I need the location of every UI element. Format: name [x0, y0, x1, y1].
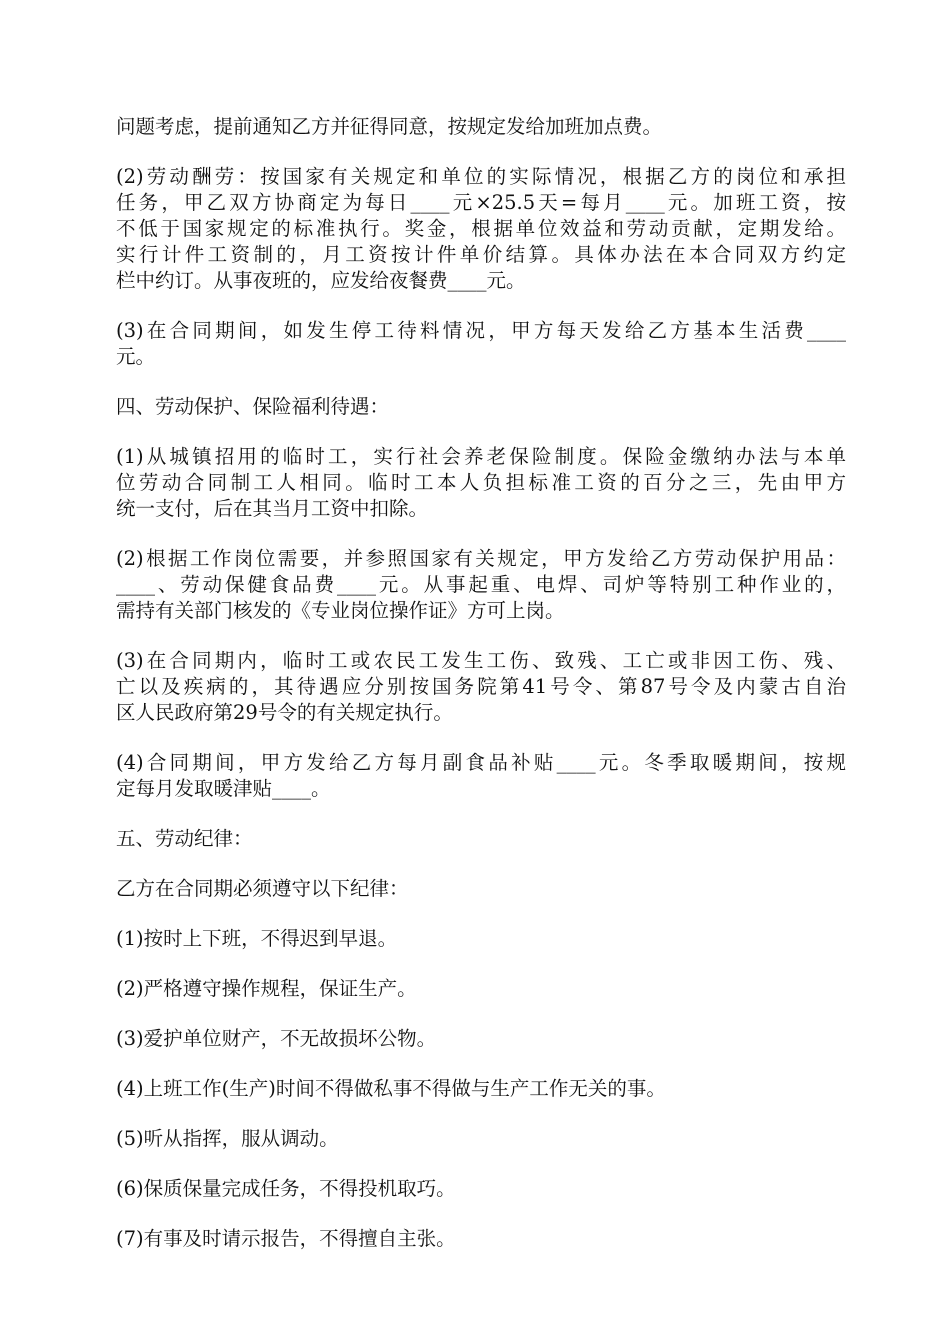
- paragraph-injury-treatment: [116, 648, 846, 726]
- discipline-item-4: [116, 1076, 846, 1102]
- document-body: [116, 114, 846, 1276]
- text-line: (3)在合同期间，如发生停工待料情况，甲方每天发给乙方基本生活费____: [116, 319, 846, 342]
- text-line: (3)爱护单位财产，不无故损坏公物。: [116, 1027, 437, 1050]
- text-line: (3)在合同期内，临时工或农民工发生工伤、致残、工亡或非因工伤、残、: [116, 649, 846, 672]
- text-line: (7)有事及时请示报告，不得擅自主张。: [116, 1227, 456, 1250]
- discipline-item-7: [116, 1226, 846, 1252]
- paragraph-labor-remuneration: [116, 164, 846, 294]
- paragraph-protective-equipment: [116, 546, 846, 624]
- text-line: (2)劳动酬劳：按国家有关规定和单位的实际情况，根据乙方的岗位和承担: [116, 165, 846, 188]
- text-line: (6)保质保量完成任务，不得投机取巧。: [116, 1177, 456, 1200]
- discipline-item-6: [116, 1176, 846, 1202]
- text-line: (5)听从指挥，服从调动。: [116, 1127, 339, 1150]
- text-line: 任务，甲乙双方协商定为每日____元×25.5天=每月____元。加班工资，按: [116, 191, 846, 214]
- discipline-item-1: [116, 926, 846, 952]
- text-line: 实行计件工资制的，月工资按计件单价结算。具体办法在本合同双方约定: [116, 243, 846, 266]
- text-line: 统一支付，后在其当月工资中扣除。: [116, 497, 429, 520]
- text-line: (1)从城镇招用的临时工，实行社会养老保险制度。保险金缴纳办法与本单: [116, 445, 846, 468]
- text-line: ____、劳动保健食品费____元。从事起重、电焊、司炉等特别工种作业的，: [116, 573, 846, 596]
- text-line: 亡以及疾病的，其待遇应分别按国务院第41号令、第87号令及内蒙古自治: [116, 675, 846, 698]
- discipline-item-5: [116, 1126, 846, 1152]
- text-line: 栏中约订。从事夜班的，应发给夜餐费____元。: [116, 269, 526, 292]
- text-line: 不低于国家规定的标准执行。奖金，根据单位效益和劳动贡献，定期发给。: [116, 217, 846, 240]
- text-line: 需持有关部门核发的《专业岗位操作证》方可上岗。: [116, 599, 565, 622]
- discipline-item-3: [116, 1026, 846, 1052]
- text-line: 四、劳动保护、保险福利待遇：: [116, 395, 390, 418]
- text-line: (1)按时上下班，不得迟到早退。: [116, 927, 398, 950]
- text-line: 元。: [116, 345, 156, 368]
- discipline-item-2: [116, 976, 846, 1002]
- paragraph-pension-insurance: [116, 444, 846, 522]
- text-line: (4)合同期间，甲方发给乙方每月副食品补贴____元。冬季取暖期间，按规: [116, 751, 846, 774]
- paragraph-food-subsidy: [116, 750, 846, 802]
- paragraph-discipline-intro: [116, 876, 846, 902]
- text-line: 乙方在合同期必须遵守以下纪律：: [116, 877, 409, 900]
- text-line: (2)根据工作岗位需要，并参照国家有关规定，甲方发给乙方劳动保护用品：: [116, 547, 846, 570]
- text-line: 区人民政府第29号令的有关规定执行。: [116, 701, 453, 724]
- section-heading-labor-protection: [116, 394, 846, 420]
- text-line: 问题考虑，提前通知乙方并征得同意，按规定发给加班加点费。: [116, 115, 663, 138]
- section-heading-labor-discipline: [116, 826, 846, 852]
- text-line: (2)严格遵守操作规程，保证生产。: [116, 977, 417, 1000]
- paragraph-work-stoppage: [116, 318, 846, 370]
- paragraph-overtime-notice: [116, 114, 846, 140]
- text-line: 定每月发取暖津贴____。: [116, 777, 331, 800]
- text-line: (4)上班工作(生产)时间不得做私事不得做与生产工作无关的事。: [116, 1077, 666, 1100]
- text-line: 位劳动合同制工人相同。临时工本人负担标准工资的百分之三，先由甲方: [116, 471, 846, 494]
- text-line: 五、劳动纪律：: [116, 827, 253, 850]
